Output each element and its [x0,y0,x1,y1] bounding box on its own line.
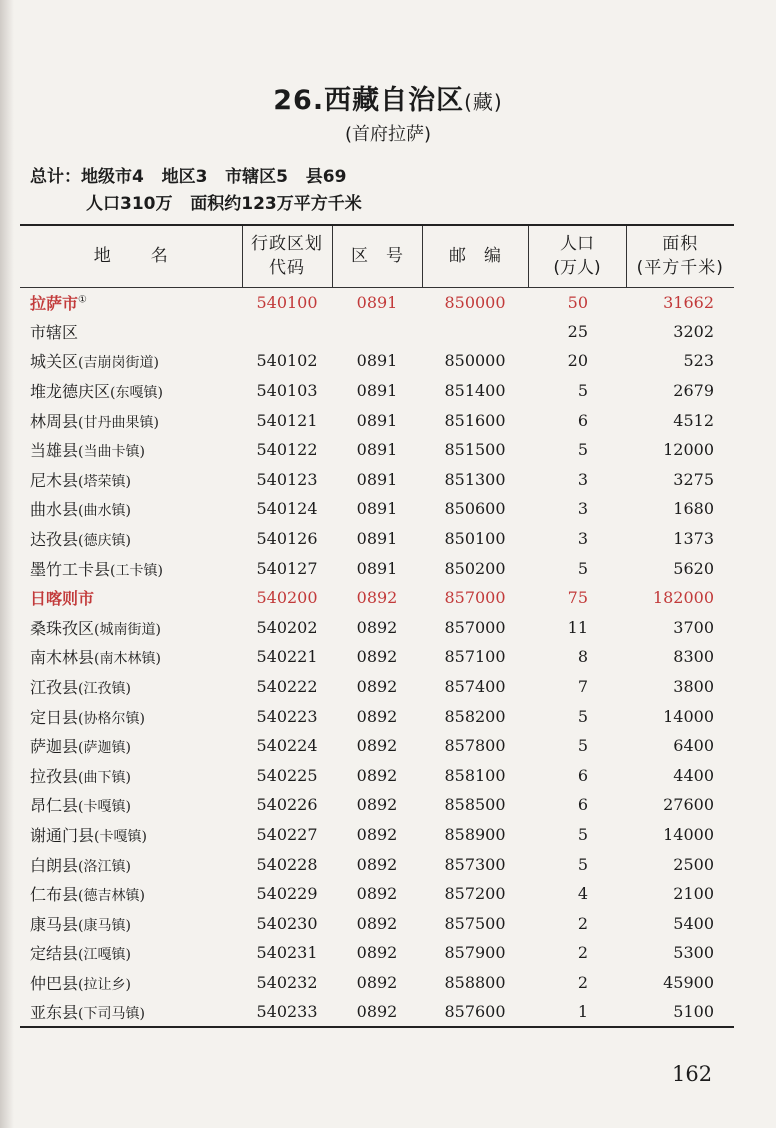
cell-postcode: 857200 [444,884,506,904]
cell-name [20,790,242,820]
table-header-row [20,225,734,287]
cell-area: 14000 [663,824,714,844]
table-row-city [20,287,734,317]
table-row [20,465,734,495]
header-code [242,225,332,287]
cell-name [20,494,242,524]
cell-zone: 0892 [356,647,398,667]
cell-name [20,879,242,909]
seat-name: (甘丹曲果镇) [78,414,159,431]
cell-postcode: 851400 [444,381,506,401]
seat-name: (江嘎镇) [78,947,131,964]
cell-population: 5 [577,706,588,726]
seat-name: (东嘎镇) [110,385,163,402]
cell-zone: 0892 [356,706,398,726]
cell-name [20,938,242,968]
seat-name: (德吉林镇) [78,888,145,905]
cell-population: 5 [577,558,588,578]
cell-area: 4512 [673,410,714,430]
cell-population: 2 [577,943,588,963]
place-name: 拉孜县 [30,766,79,786]
cell-zone: 0891 [356,469,398,489]
cell-area: 4400 [673,765,714,785]
header-code-line2: 代码 [269,258,305,279]
table-row [20,761,734,791]
cell-name [20,465,242,495]
cell-code: 540229 [256,884,318,904]
cell-code: 540226 [256,795,318,815]
cell-postcode: 851600 [444,410,506,430]
cell-population: 75 [567,588,588,608]
cell-name [20,849,242,879]
cell-code: 540126 [256,529,318,549]
cell-code [242,317,332,347]
cell-postcode: 857100 [444,647,506,667]
cell-population: 20 [567,351,588,371]
cell-area: 182000 [652,588,714,608]
cell-zone: 0892 [356,617,398,637]
cell-name [20,968,242,998]
page-subtitle: (首府拉萨) [344,124,432,145]
cell-postcode: 857400 [444,677,506,697]
table-row [20,997,734,1027]
table-row [20,317,734,347]
cell-population: 25 [567,321,588,341]
header-area-line2: (平方千米) [636,258,724,279]
cell-postcode: 851500 [444,440,506,460]
cell-postcode: 850000 [444,351,506,371]
cell-postcode: 858800 [444,972,506,992]
header-area [626,225,734,287]
cell-name [20,820,242,850]
cell-code: 540121 [256,410,318,430]
cell-code: 540122 [256,440,318,460]
cell-postcode: 858100 [444,765,506,785]
seat-name: (拉让乡) [78,976,131,993]
cell-zone: 0891 [356,499,398,519]
cell-population: 3 [577,529,588,549]
cell-zone [332,317,422,347]
cell-postcode: 857500 [444,913,506,933]
cell-code: 540103 [256,381,318,401]
cell-population: 4 [577,884,588,904]
header-population [528,225,626,287]
table-row [20,968,734,998]
place-name: 江孜县 [30,678,79,698]
seat-name: (萨迦镇) [78,740,131,757]
title-abbreviation: (藏) [464,90,503,114]
cell-name [20,553,242,583]
cell-name [20,642,242,672]
cell-zone: 0892 [356,854,398,874]
cell-code: 540127 [256,558,318,578]
cell-population: 8 [577,647,588,667]
cell-name [20,672,242,702]
place-name: 达孜县 [30,530,79,550]
place-name: 南木林县 [30,648,95,668]
cell-zone: 0892 [356,765,398,785]
table-row [20,672,734,702]
place-name: 林周县 [30,411,79,431]
cell-area: 31662 [663,292,714,312]
cell-population: 6 [577,410,588,430]
cell-postcode [422,317,528,347]
cell-name [20,435,242,465]
page-title [0,78,776,117]
cell-population: 2 [577,913,588,933]
cell-postcode: 857900 [444,943,506,963]
cell-area: 3800 [673,677,714,697]
place-name: 昂仁县 [30,796,79,816]
place-name: 尼木县 [30,470,79,490]
cell-area: 45900 [663,972,714,992]
cell-postcode: 857300 [444,854,506,874]
cell-zone: 0892 [356,913,398,933]
cell-name [20,524,242,554]
place-name: 亚东县 [30,1003,79,1023]
cell-zone: 0892 [332,997,422,1027]
table-row [20,642,734,672]
header-area-line1: 面积 [662,234,699,255]
cell-population: 3 [577,499,588,519]
cell-area: 523 [683,351,714,371]
seat-name: (工卡镇) [110,562,163,579]
cell-name [20,997,242,1027]
cell-area: 27600 [663,795,714,815]
seat-name: (卡嘎镇) [78,799,131,816]
cell-population: 5 [577,854,588,874]
cell-area: 6400 [673,736,714,756]
table-row [20,613,734,643]
place-name: 当雄县 [30,441,79,461]
cell-zone: 0892 [356,972,398,992]
cell-name [20,287,242,317]
place-name: 定结县 [30,944,79,964]
cell-zone: 0891 [356,440,398,460]
place-name: 堆龙德庆区 [30,382,111,402]
table-row [20,553,734,583]
page-edge-shadow [0,0,14,1128]
cell-zone: 0892 [356,824,398,844]
header-zone: 区号 [332,225,422,287]
cell-area: 14000 [663,706,714,726]
cell-code: 540102 [256,351,318,371]
cell-code: 540225 [256,765,318,785]
cell-code: 540221 [256,647,318,667]
seat-name: (德庆镇) [78,533,131,550]
cell-postcode: 850000 [444,292,506,312]
cell-zone: 0892 [356,795,398,815]
cell-area: 5620 [673,558,714,578]
cell-code: 540202 [256,617,318,637]
table-row [20,849,734,879]
cell-name [20,701,242,731]
cell-area: 3202 [673,321,714,341]
cell-postcode: 858900 [444,824,506,844]
footnote-mark: ① [78,294,87,306]
cell-zone: 0892 [356,677,398,697]
table-row [20,908,734,938]
cell-code: 540124 [256,499,318,519]
seat-name: (曲下镇) [78,769,131,786]
cell-postcode: 857800 [444,736,506,756]
division-table [20,224,734,1028]
cell-code: 540223 [256,706,318,726]
table-row [20,879,734,909]
table-row [20,494,734,524]
table-row [20,938,734,968]
cell-name [20,346,242,376]
seat-name: (城南街道) [94,621,161,638]
table-body [20,287,734,1027]
table-row [20,405,734,435]
cell-zone: 0892 [356,588,398,608]
cell-postcode: 858200 [444,706,506,726]
place-name: 仲巴县 [30,973,79,993]
place-name: 墨竹工卡县 [30,559,111,579]
cell-population: 5 [577,736,588,756]
cell-name [20,317,242,347]
header-name: 地名 [20,225,242,287]
cell-postcode: 857000 [444,588,506,608]
cell-area: 2100 [673,884,714,904]
place-name: 日喀则市 [30,589,95,609]
cell-area: 3700 [673,617,714,637]
place-name: 拉萨市 [30,293,79,313]
cell-name [20,613,242,643]
cell-postcode: 850200 [444,558,506,578]
cell-name [20,908,242,938]
seat-name: (卡嘎镇) [94,828,147,845]
cell-code: 540230 [256,913,318,933]
cell-postcode: 857600 [422,997,528,1027]
cell-postcode: 857000 [444,617,506,637]
table-row [20,790,734,820]
cell-area: 12000 [663,440,714,460]
table-row [20,376,734,406]
cell-postcode: 850600 [444,499,506,519]
place-name: 萨迦县 [30,737,79,757]
cell-code: 540123 [256,469,318,489]
cell-code: 540222 [256,677,318,697]
seat-name: (协格尔镇) [78,710,145,727]
table-row [20,731,734,761]
cell-code: 540232 [256,972,318,992]
cell-zone: 0891 [356,558,398,578]
seat-name: (康马镇) [78,917,131,934]
summary-line-2: 人口310万 面积约123万平方千米 [86,194,362,214]
cell-area: 1373 [673,529,714,549]
cell-name [20,376,242,406]
cell-name [20,405,242,435]
seat-name: (曲水镇) [78,503,131,520]
cell-area: 2679 [673,381,714,401]
table-row [20,524,734,554]
seat-name: (下司马镇) [78,1006,145,1023]
cell-zone: 0891 [356,292,398,312]
cell-population: 5 [577,824,588,844]
seat-name: (南木林镇) [94,651,161,668]
place-name: 仁布县 [30,885,79,905]
cell-code: 540233 [242,997,332,1027]
cell-area: 5400 [673,913,714,933]
cell-zone: 0892 [356,736,398,756]
cell-area: 1680 [673,499,714,519]
header-post: 邮编 [422,225,528,287]
place-name: 桑珠孜区 [30,618,95,638]
cell-code: 540200 [256,588,318,608]
cell-population: 2 [577,972,588,992]
cell-postcode: 850100 [444,529,506,549]
place-name: 康马县 [30,914,79,934]
title-main: 26.西藏自治区 [273,85,465,116]
table-row [20,435,734,465]
cell-postcode: 851300 [444,469,506,489]
cell-population: 6 [577,765,588,785]
cell-zone: 0891 [356,410,398,430]
cell-population: 5 [577,440,588,460]
seat-name: (洛江镇) [78,858,131,875]
cell-population: 5 [577,381,588,401]
cell-population: 1 [528,997,626,1027]
cell-code: 540224 [256,736,318,756]
header-population-line1: 人口 [560,234,594,255]
cell-population: 50 [567,292,588,312]
page-number: 162 [672,1062,713,1086]
cell-population: 3 [577,469,588,489]
cell-area: 5100 [626,997,734,1027]
cell-zone: 0892 [356,943,398,963]
table-row [20,701,734,731]
cell-population: 7 [577,677,588,697]
cell-code: 540100 [256,292,318,312]
cell-population: 11 [567,617,588,637]
cell-code: 540227 [256,824,318,844]
table-row-city [20,583,734,613]
cell-area: 8300 [673,647,714,667]
cell-area: 5300 [673,943,714,963]
place-name: 曲水县 [30,500,79,520]
cell-code: 540228 [256,854,318,874]
place-name: 谢通门县 [30,825,95,845]
header-population-line2: (万人) [553,258,601,279]
cell-zone: 0891 [356,351,398,371]
cell-zone: 0891 [356,529,398,549]
table-row [20,820,734,850]
place-name: 定日县 [30,707,79,727]
cell-name [20,761,242,791]
table-row [20,346,734,376]
place-name: 市辖区 [30,322,79,342]
seat-name: (塔荣镇) [78,473,131,490]
cell-population: 6 [577,795,588,815]
seat-name: (当曲卡镇) [78,444,145,461]
cell-name [20,731,242,761]
cell-zone: 0891 [356,381,398,401]
cell-code: 540231 [256,943,318,963]
summary-line-1: 总计：地级市4 地区3 市辖区5 县69 [30,167,347,187]
cell-area: 2500 [673,854,714,874]
place-name: 白朗县 [30,855,79,875]
cell-postcode: 858500 [444,795,506,815]
cell-area: 3275 [673,469,714,489]
cell-name [20,583,242,613]
seat-name: (江孜镇) [78,681,131,698]
seat-name: (吉崩岗街道) [78,355,159,372]
place-name: 城关区 [30,352,79,372]
cell-zone: 0892 [356,884,398,904]
summary-block [30,164,362,218]
header-code-line1: 行政区划 [251,234,323,255]
